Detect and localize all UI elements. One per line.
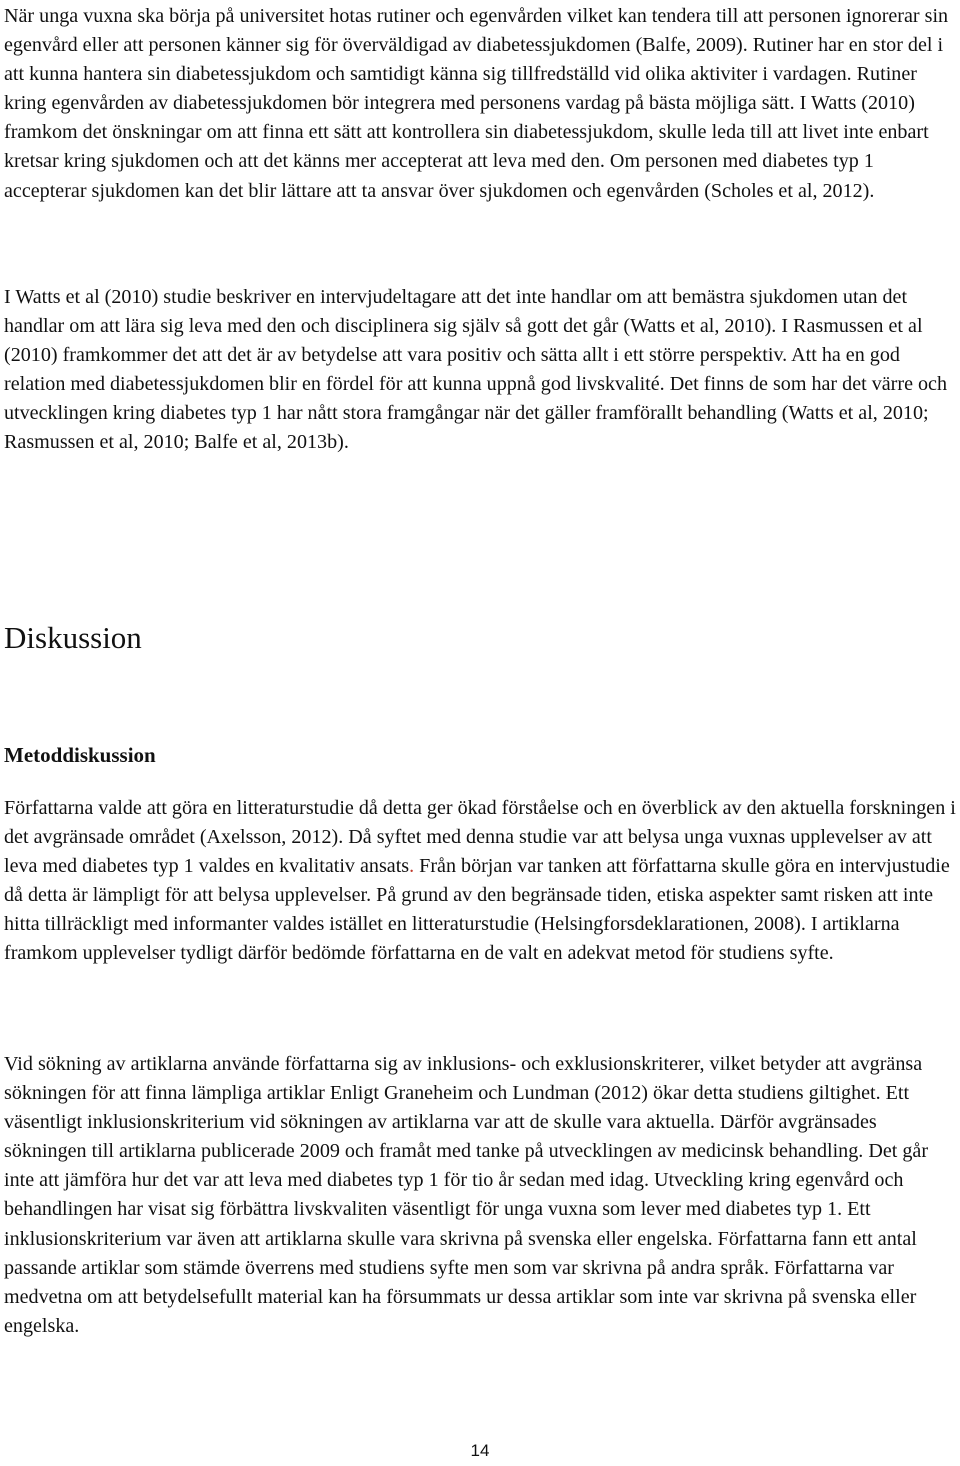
- page-number: 14: [470, 1441, 490, 1460]
- section-heading-diskussion: Diskussion: [4, 620, 142, 655]
- paragraph-3-text-end: Från början var tanken att författarna skulle göra en intervjustudie då detta är lämpligt för att belysa upplevelser. På grund av den begränsade tiden, etiska aspekter samt risken att inte hitta tillräckligt med informanter valdes istället en litteraturstudie (Helsingforsdeklarationen, 2008). I artiklarna framkom upplevelser tydligt därför bedömde författarna en de valt en adekvat metod för studiens syfte.: [4, 855, 950, 965]
- paragraph-3-text-start: Författarna valde att göra en litteraturstudie då detta ger ökad förståelse och en överblick av den aktuella forskningen i det avgränsade området (Axelsson, 2012). Då syftet med denna studie var att belysa unga vuxnas upplevelser av att leva med diabetes typ 1 valdes en kvalitativ ansats: [4, 797, 956, 878]
- body-paragraph-3: [4, 794, 956, 969]
- body-paragraph-1: När unga vuxna ska börja på universitet hotas rutiner och egenvården vilket kan tendera till att personen ignorerar sin egenvård eller att personen känner sig för överväldigad av diabetessjukdomen (Balfe, 2009). Rutiner har en stor del i att kunna hantera sin diabetessjukdom och samtidigt känna sig tillfredställd vid olika aktiviter i vardagen. Rutiner kring egenvården av diabetessjukdomen bör integrera med personens vardag på bästa möjliga sätt. I Watts (2010) framkom det önskningar om att finna ett sätt att kontrollera sin diabetessjukdom, skulle leda till att livet inte enbart kretsar kring sjukdomen och att det känns mer accepterat att leva med den. Om personen med diabetes typ 1 accepterar sjukdomen kan det blir lättare att ta ansvar över sjukdomen och egenvården (Scholes et al, 2012).: [4, 5, 949, 202]
- paragraph-3-red-mark: .: [409, 855, 415, 878]
- subsection-heading-metoddiskussion: Metoddiskussion: [4, 743, 156, 767]
- body-paragraph-4: Vid sökning av artiklarna använde författarna sig av inklusions- och exklusionskriterer, vilket betyder att avgränsa sökningen för att finna lämpliga artiklar Enligt Graneheim och Lundman (2012) ökar detta studiens giltighet. Ett väsentligt inklusionskriterium vid sökningen av artiklarna var att de skulle vara aktuella. Därför avgränsades sökningen till artiklarna publicerade 2009 och framåt med tanke på utvecklingen av medicinsk behandling. Det går inte att jämföra hur det var att leva med diabetes typ 1 för tio år sedan med idag. Utveckling kring egenvård och behandlingen har visat sig förbättra livskvaliten väsentligt för unga vuxna som lever med diabetes typ 1. Ett inklusionskriterium var även att artiklarna skulle vara skrivna på svenska eller engelska. Författarna fann ett antal passande artiklar som stämde överrens med studiens syfte men som var skrivna på andra språk. Författarna var medvetna om att betydelsefullt material kan ha försummats ur dessa artiklar som inte var skrivna på svenska eller engelska.: [4, 1053, 929, 1337]
- document-page: [4, 0, 956, 1466]
- body-paragraph-2: I Watts et al (2010) studie beskriver en intervjudeltagare att det inte handlar om att bemästra sjukdomen utan det handlar om att lära sig leva med den och disciplinera sig själv så gott det går (Watts et al, 2010). I Rasmussen et al (2010) framkommer det att det är av betydelse att vara positiv och sätta allt i ett större perspektiv. Att ha en god relation med diabetessjukdomen blir en fördel för att kunna uppnå god livskvalité. Det finns de som har det värre och utvecklingen kring diabetes typ 1 har nått stora framgångar när det gäller framförallt behandling (Watts et al, 2010; Rasmussen et al, 2010; Balfe et al, 2013b).: [4, 286, 948, 454]
